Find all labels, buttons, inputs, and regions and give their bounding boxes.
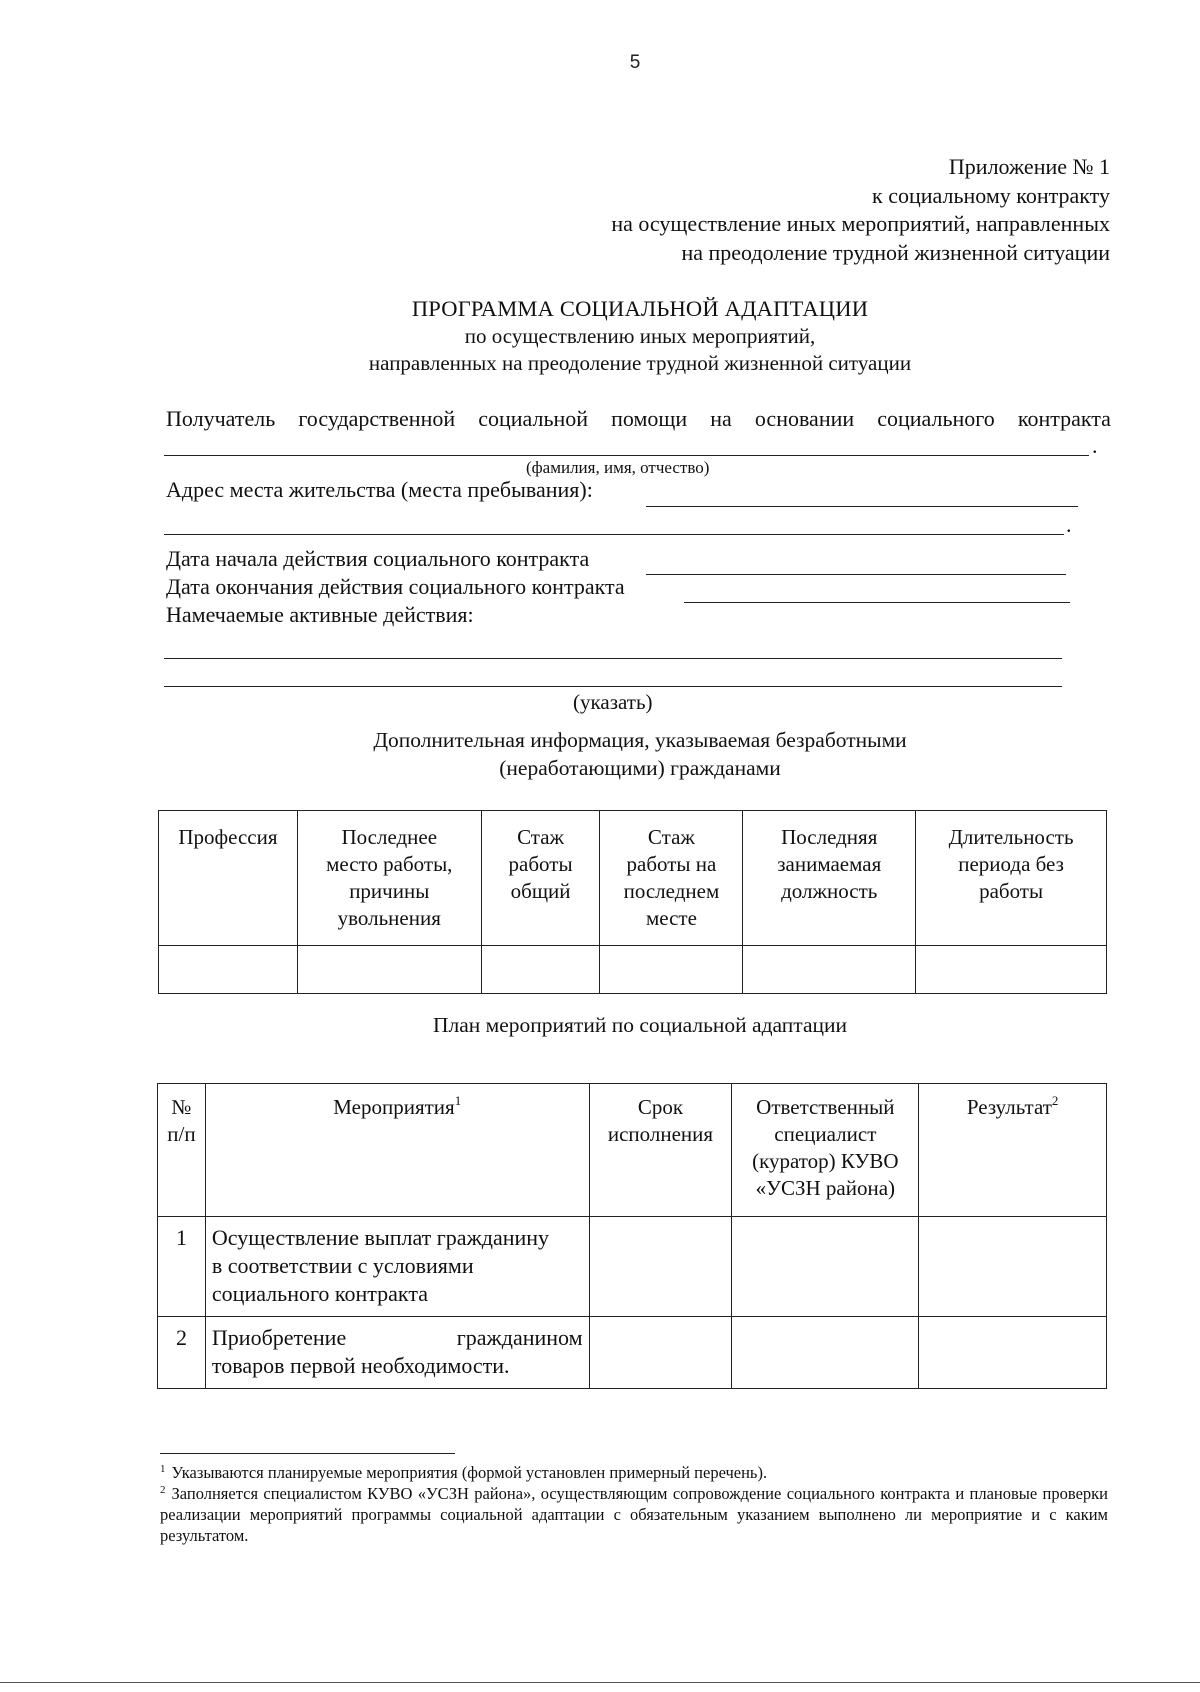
appendix-line: Приложение № 1	[948, 154, 1110, 179]
start-date-label: Дата начала действия социального контракта	[166, 546, 590, 571]
recipient-word: Получатель	[166, 406, 276, 431]
header-unemployment-duration: Длительность периода без работы	[916, 811, 1107, 946]
table-row	[158, 1217, 1107, 1317]
section-title-line: Дополнительная информация, указываемая безработными	[373, 728, 907, 752]
table-cell-empty[interactable]	[589, 1317, 732, 1389]
appendix-line: на преодоление трудной жизненной ситуации	[681, 239, 1110, 265]
recipient-word: социальной	[478, 406, 589, 431]
page-number: 5	[629, 52, 641, 73]
table-cell-empty[interactable]	[916, 946, 1107, 994]
footnote-ref: 1	[454, 1093, 462, 1108]
table-header-row	[158, 1084, 1107, 1217]
footnote-divider	[160, 1453, 455, 1454]
table-cell-empty[interactable]	[732, 1217, 919, 1317]
header-responsible: Ответственный специалист (куратор) КУВО «УСЗН района)	[732, 1084, 919, 1217]
table-cell-empty[interactable]	[589, 1217, 732, 1317]
table-cell-empty[interactable]	[743, 946, 916, 994]
end-date-label: Дата окончания действия социального контракта	[166, 574, 625, 599]
appendix-line: к социальному контракту	[872, 182, 1110, 208]
recipient-word: на	[710, 406, 732, 431]
table-cell-empty[interactable]	[481, 946, 600, 994]
plan-title: План мероприятий по социальной адаптации	[432, 1013, 848, 1037]
footnote: $^2$ Заполняется специалистом КУВО «УСЗН района», осуществляющим сопровождение социального контракта и плановые проверки реализации мероприятий программы социальной адаптации с обязательным указанием выполнено ли мероприятие и с каким результатом.	[160, 1484, 1108, 1545]
unemployed-info-title	[0, 726, 1200, 782]
title-main: ПРОГРАММА СОЦИАЛЬНОЙ АДАПТАЦИИ	[411, 296, 869, 321]
row-number: 1	[158, 1217, 206, 1317]
address-fill-line[interactable]	[646, 506, 1078, 507]
table-row	[158, 1317, 1107, 1389]
table-cell-empty[interactable]	[297, 946, 481, 994]
footnote-ref: 2	[1051, 1093, 1059, 1108]
title-subtitle: направленных на преодоление трудной жизненной ситуации	[368, 351, 912, 375]
actions-fill-line-2[interactable]	[164, 686, 1062, 687]
header-last-workplace: Последнее место работы, причины увольнения	[297, 811, 481, 946]
address-label: Адрес места жительства (места пребывания):	[166, 477, 593, 502]
header-result: Результат$^2$	[919, 1084, 1107, 1217]
plan-table	[157, 1083, 1107, 1389]
recipient-word: социального	[877, 406, 995, 431]
start-date-fill-line[interactable]	[646, 574, 1066, 575]
section-title-line: (неработающими) гражданами	[499, 756, 781, 780]
appendix-line: на осуществление иных мероприятий, направленных	[611, 211, 1110, 236]
end-date-fill-line[interactable]	[684, 602, 1070, 603]
footnote: $^1$ Указываются планируемые мероприятия (формой установлен примерный перечень).	[160, 1463, 768, 1482]
period-mark: .	[1066, 512, 1072, 537]
document-title	[0, 295, 1200, 377]
fio-caption: (фамилия, имя, отчество)	[526, 458, 710, 477]
table-cell-empty[interactable]	[732, 1317, 919, 1389]
address-fill-line-2[interactable]	[164, 534, 1064, 535]
recipient-word: контракта	[1017, 406, 1111, 431]
recipient-fill-line[interactable]	[164, 455, 1089, 456]
row-number: 2	[158, 1317, 206, 1389]
actions-fill-line[interactable]	[164, 658, 1062, 659]
table-cell-empty[interactable]	[919, 1217, 1107, 1317]
header-total-experience: Стаж работы общий	[481, 811, 600, 946]
activity-cell: Осуществление выплат гражданину в соответствии с условиями социального контракта	[205, 1217, 589, 1317]
recipient-word: основании	[754, 406, 855, 431]
table-header-row	[159, 811, 1107, 946]
actions-label: Намечаемые активные действия:	[166, 602, 474, 627]
table-row	[159, 946, 1107, 994]
appendix-header	[611, 153, 1110, 267]
header-activities: Мероприятия$^1$	[205, 1084, 589, 1217]
page-edge-line	[0, 1682, 1200, 1683]
activity-cell: Приобретение гражданином товаров первой необходимости.	[205, 1317, 589, 1389]
period-mark: .	[1092, 433, 1098, 458]
header-last-position: Последняя занимаемая должность	[743, 811, 916, 946]
recipient-word: государственной	[298, 406, 456, 431]
title-subtitle: по осуществлению иных мероприятий,	[464, 324, 816, 348]
recipient-label	[166, 406, 1111, 432]
table-cell-empty[interactable]	[159, 946, 298, 994]
header-number: № п/п	[158, 1084, 206, 1217]
header-last-place-experience: Стаж работы на последнем месте	[600, 811, 743, 946]
header-deadline: Срок исполнения	[589, 1084, 732, 1217]
table-cell-empty[interactable]	[600, 946, 743, 994]
table-cell-empty[interactable]	[919, 1317, 1107, 1389]
header-profession: Профессия	[159, 811, 298, 946]
unemployed-info-table	[158, 810, 1107, 994]
footnotes	[160, 1462, 1108, 1546]
specify-caption: (указать)	[573, 690, 653, 714]
recipient-word: помощи	[611, 406, 688, 431]
